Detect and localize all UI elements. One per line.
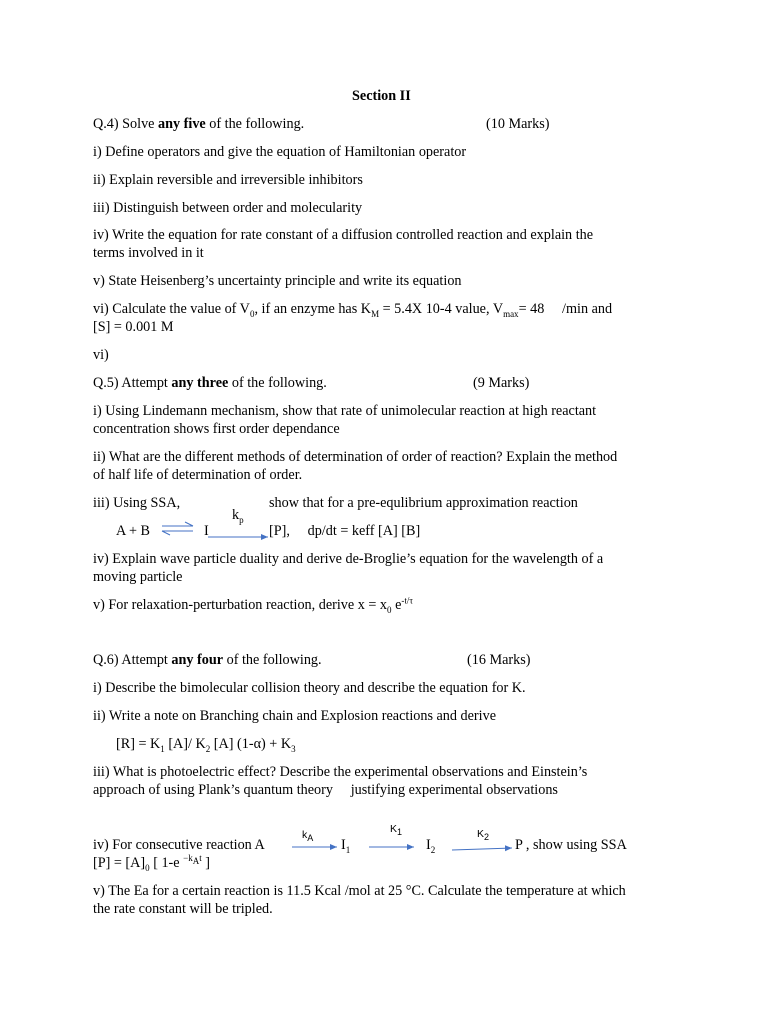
q5-item-i-line2: concentration shows first order dependance	[93, 421, 340, 437]
intermediate-I2: $I_2$	[426, 837, 436, 855]
q6-item-i: i) Describe the bimolecular collision theory and describe the equation for K.	[93, 680, 526, 696]
q5-item-ii-line1: ii) What are the different methods of determination of order of reaction? Explain the method	[93, 449, 618, 465]
q6-item-v-line1: v) The Ea for a certain reaction is 11.5 Kcal /mol at 25 °C. Calculate the temperature at which	[93, 883, 626, 899]
q4-item-vi-extra: vi)	[93, 347, 109, 363]
q6-marks: (16 Marks)	[467, 652, 531, 668]
rate-constant-kA: $k_A$	[302, 829, 314, 844]
q4-item-vi-line2: [S] = 0.001 M	[93, 319, 174, 335]
q6-item-iii-line1: iii) What is photoelectric effect? Describe the experimental observations and Einstein’s	[93, 764, 588, 780]
rate-constant-K1: $K_1$	[390, 823, 403, 838]
arrow-K2-icon	[452, 848, 512, 850]
branching-chain-equation: $[R] = K_1$ [A]/ $K_2$ [A] $(1-\alpha) + K_3$	[116, 736, 296, 754]
q4-item-iv-line1: iv) Write the equation for rate constant of a diffusion controlled reaction and explain the	[93, 227, 594, 243]
rate-constant-kp: $k_p$	[232, 507, 244, 525]
q5-item-iv-line1: iv) Explain wave particle duality and derive de-Broglie’s equation for the wavelength of a	[93, 551, 604, 567]
q5-item-v: v) For relaxation-perturbation reaction, derive $x = x_0$ $e^{-t/\tau}$	[93, 595, 413, 615]
q5-item-iii-line1b: show that for a pre-equlibrium approximation reaction	[269, 495, 578, 511]
reaction-intermediate: I	[204, 523, 209, 539]
reaction-product-rate: [P], dp/dt = keff [A] [B]	[269, 523, 421, 539]
q4-item-i: i) Define operators and give the equation of Hamiltonian operator	[93, 144, 467, 160]
q5-item-i-line1: i) Using Lindemann mechanism, show that rate of unimolecular reaction at high reactant	[93, 403, 597, 419]
rate-constant-K2: $K_2$	[477, 828, 490, 843]
q5-item-iv-line2: moving particle	[93, 569, 183, 585]
q6-item-iv-product: P , show using SSA	[515, 837, 627, 853]
q5-marks: (9 Marks)	[473, 375, 530, 391]
q6-item-ii: ii) Write a note on Branching chain and Explosion reactions and derive	[93, 708, 496, 724]
q6-item-iv-line1a: iv) For consecutive reaction A	[93, 837, 265, 853]
q6-heading: Q.6) Attempt any four of the following.	[93, 652, 322, 668]
reaction-reactants: A + B	[116, 523, 151, 539]
q4-item-vi-line1: vi) Calculate the value of $V_0$, if an enzyme has $K_M = 5.4X$ 10-4 value, $V_{max}= 48$ /min and	[93, 301, 613, 319]
q5-item-ii-line2: of half life of determination of order.	[93, 467, 303, 483]
q4-item-iii: iii) Distinguish between order and molecularity	[93, 200, 363, 216]
q4-item-iv-line2: terms involved in it	[93, 245, 204, 261]
q5-item-iii-line1a: iii) Using SSA,	[93, 495, 181, 511]
q6-item-iii-line2: approach of using Plank’s quantum theory justifying experimental observations	[93, 782, 558, 798]
q6-item-iv-line2: $[P] = [A]_0$ [ 1-e $^{-k_At}$ ]	[93, 853, 210, 873]
q4-item-v: v) State Heisenberg’s uncertainty principle and write its equation	[93, 273, 462, 289]
section-title: Section II	[352, 88, 411, 104]
q5-heading: Q.5) Attempt any three of the following.	[93, 375, 327, 391]
intermediate-I1: $I_1$	[341, 837, 351, 855]
q4-marks: (10 Marks)	[486, 116, 550, 132]
q6-item-v-line2: the rate constant will be tripled.	[93, 901, 273, 917]
q4-item-ii: ii) Explain reversible and irreversible inhibitors	[93, 172, 363, 188]
q4-heading: Q.4) Solve any five of the following.	[93, 116, 305, 132]
equilibrium-arrow-icon	[162, 522, 193, 535]
